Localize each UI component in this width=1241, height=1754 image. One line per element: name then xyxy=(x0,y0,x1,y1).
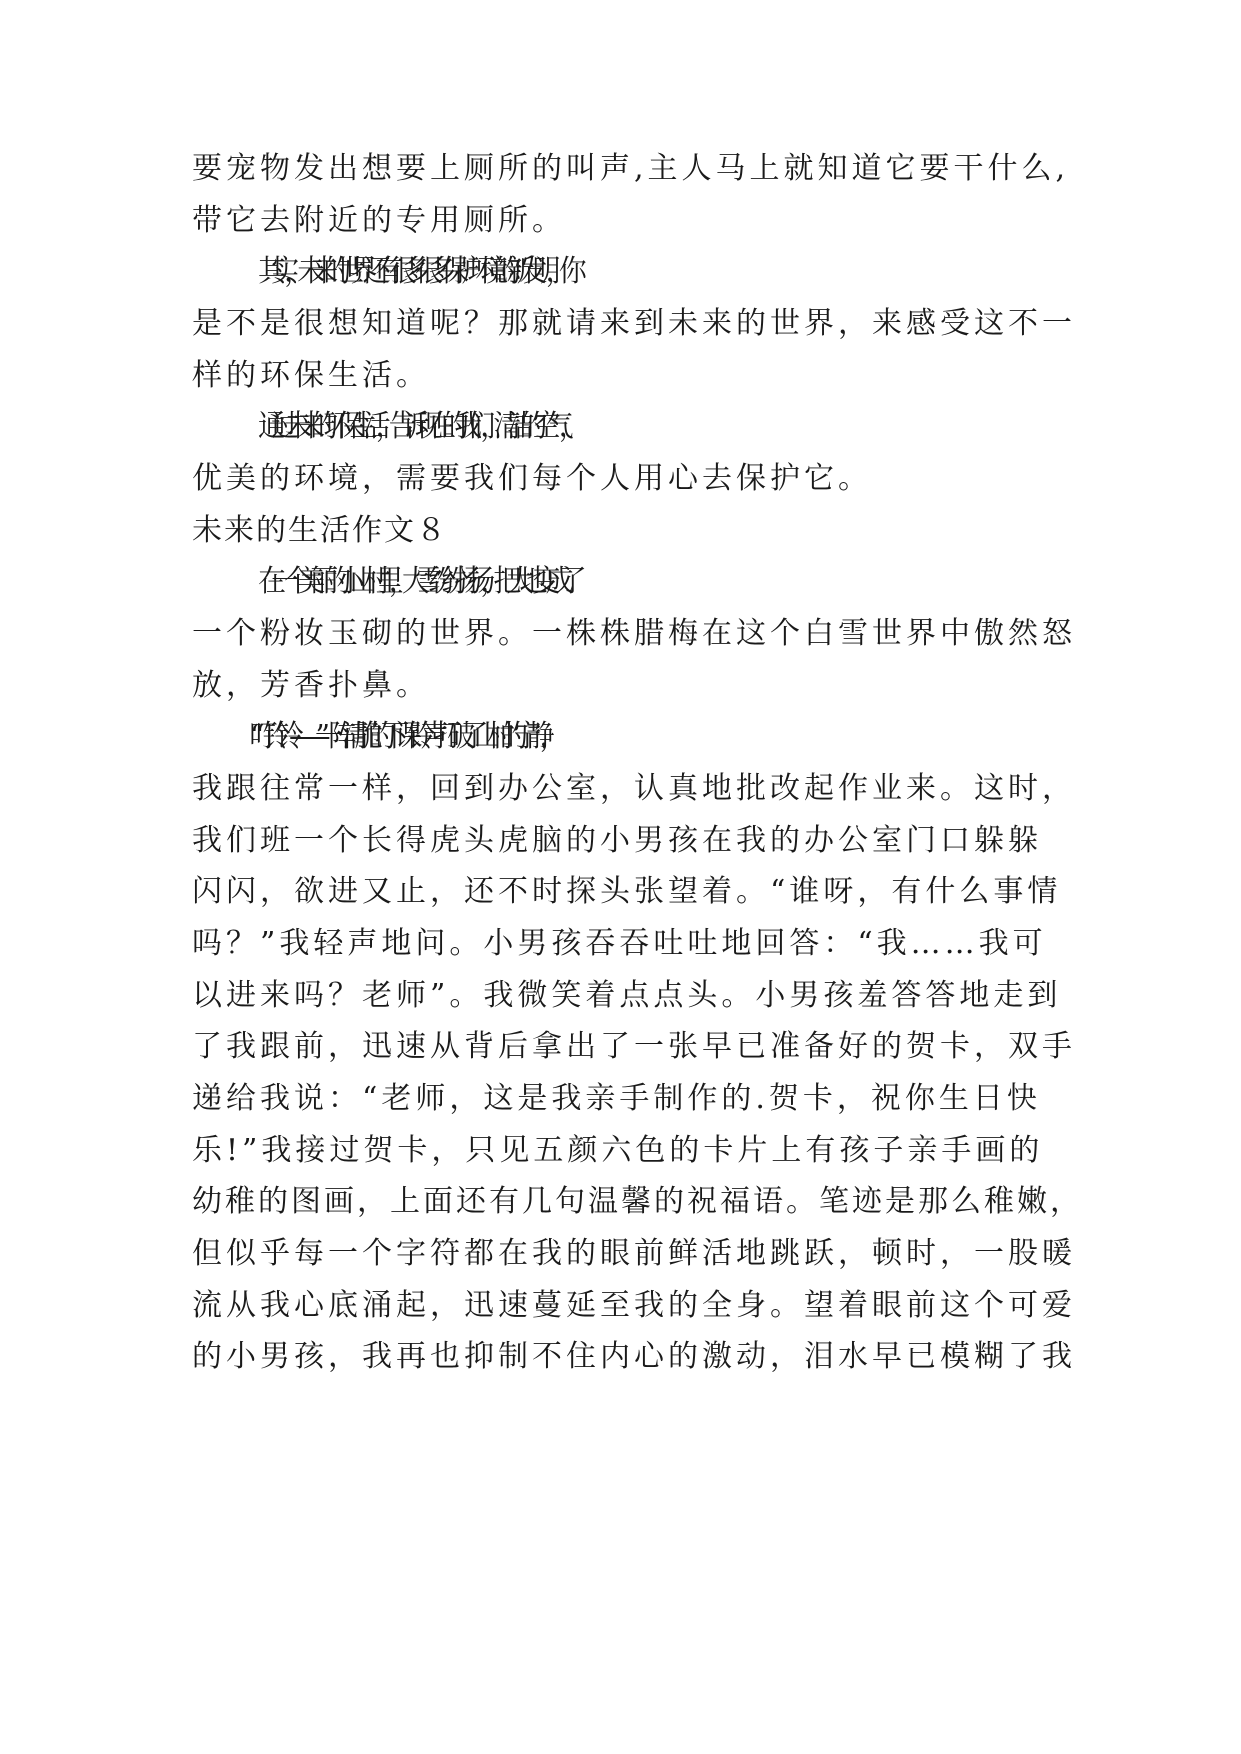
text-line: 吗？”我轻声地问。小男孩吞吞吐吐地回答：“我……我可 xyxy=(192,926,1047,961)
text-line: 带它去附近的专用厕所。 xyxy=(192,203,566,238)
text-line: 的小男孩，我再也抑制不住内心的激动，泪水早已模糊了我 xyxy=(192,1339,1076,1374)
text-line: 要宠物发出想要上厕所的叫声,主人马上就知道它要干什么, xyxy=(192,151,1070,186)
text-line: 我们班一个长得虎头虎脑的小男孩在我的办公室门口躲躲 xyxy=(192,823,1042,858)
text-line: “叮铃铃——”一阵清脆的下课铃声打破了山村的宁静， xyxy=(250,719,553,754)
text-line: 了我跟前，迅速从背后拿出了一张早已准备好的贺卡，双手 xyxy=(192,1029,1076,1064)
section-heading: 未来的生活作文８ xyxy=(192,513,448,548)
text-line: 闪闪，欲进又止，还不时探头张望着。“谁呀，有什么事情 xyxy=(192,874,1062,909)
text-line: 幼稚的图画，上面还有几句温馨的祝福语。笔迹是那么稚嫩， xyxy=(192,1184,1083,1219)
text-line: 放，芳香扑鼻。 xyxy=(192,668,430,703)
text-line: 通过未来的环保生活，告诉现在的我们，清洁的空气， xyxy=(258,409,572,444)
text-line: 但似乎每一个字符都在我的眼前鲜活地跳跃，顿时，一股暖 xyxy=(192,1236,1076,1271)
text-line: 我跟往常一样，回到办公室，认真地批改起作业来。这时， xyxy=(192,771,1076,806)
text-line: 一个粉妆玉砌的世界。一株株腊梅在这个白雪世界中傲然怒 xyxy=(192,616,1076,651)
text-line: 样的环保生活。 xyxy=(192,358,430,393)
text-line: 流从我心底涌起，迅速蔓延至我的全身。望着眼前这个可爱 xyxy=(192,1288,1076,1323)
text-line: 乐!”我接过贺卡，只见五颜六色的卡片上有孩子亲手画的 xyxy=(192,1133,1044,1168)
text-line: 其实，未来的世界还有很多很多保护环境的新发明，你 xyxy=(258,254,572,289)
text-line: 以进来吗？老师”。我微笑着点点头。小男孩羞答答地走到 xyxy=(192,978,1062,1013)
text-line: 优美的环境，需要我们每个人用心去保护它。 xyxy=(192,461,872,496)
text-line: 在一个美丽的小山村里，大雪纷纷扬扬，把大地变成了 xyxy=(258,564,572,599)
text-line: 递给我说：“老师，这是我亲手制作的.贺卡，祝你生日快 xyxy=(192,1081,1041,1116)
text-line: 是不是很想知道呢？那就请来到未来的世界，来感受这不一 xyxy=(192,306,1076,341)
